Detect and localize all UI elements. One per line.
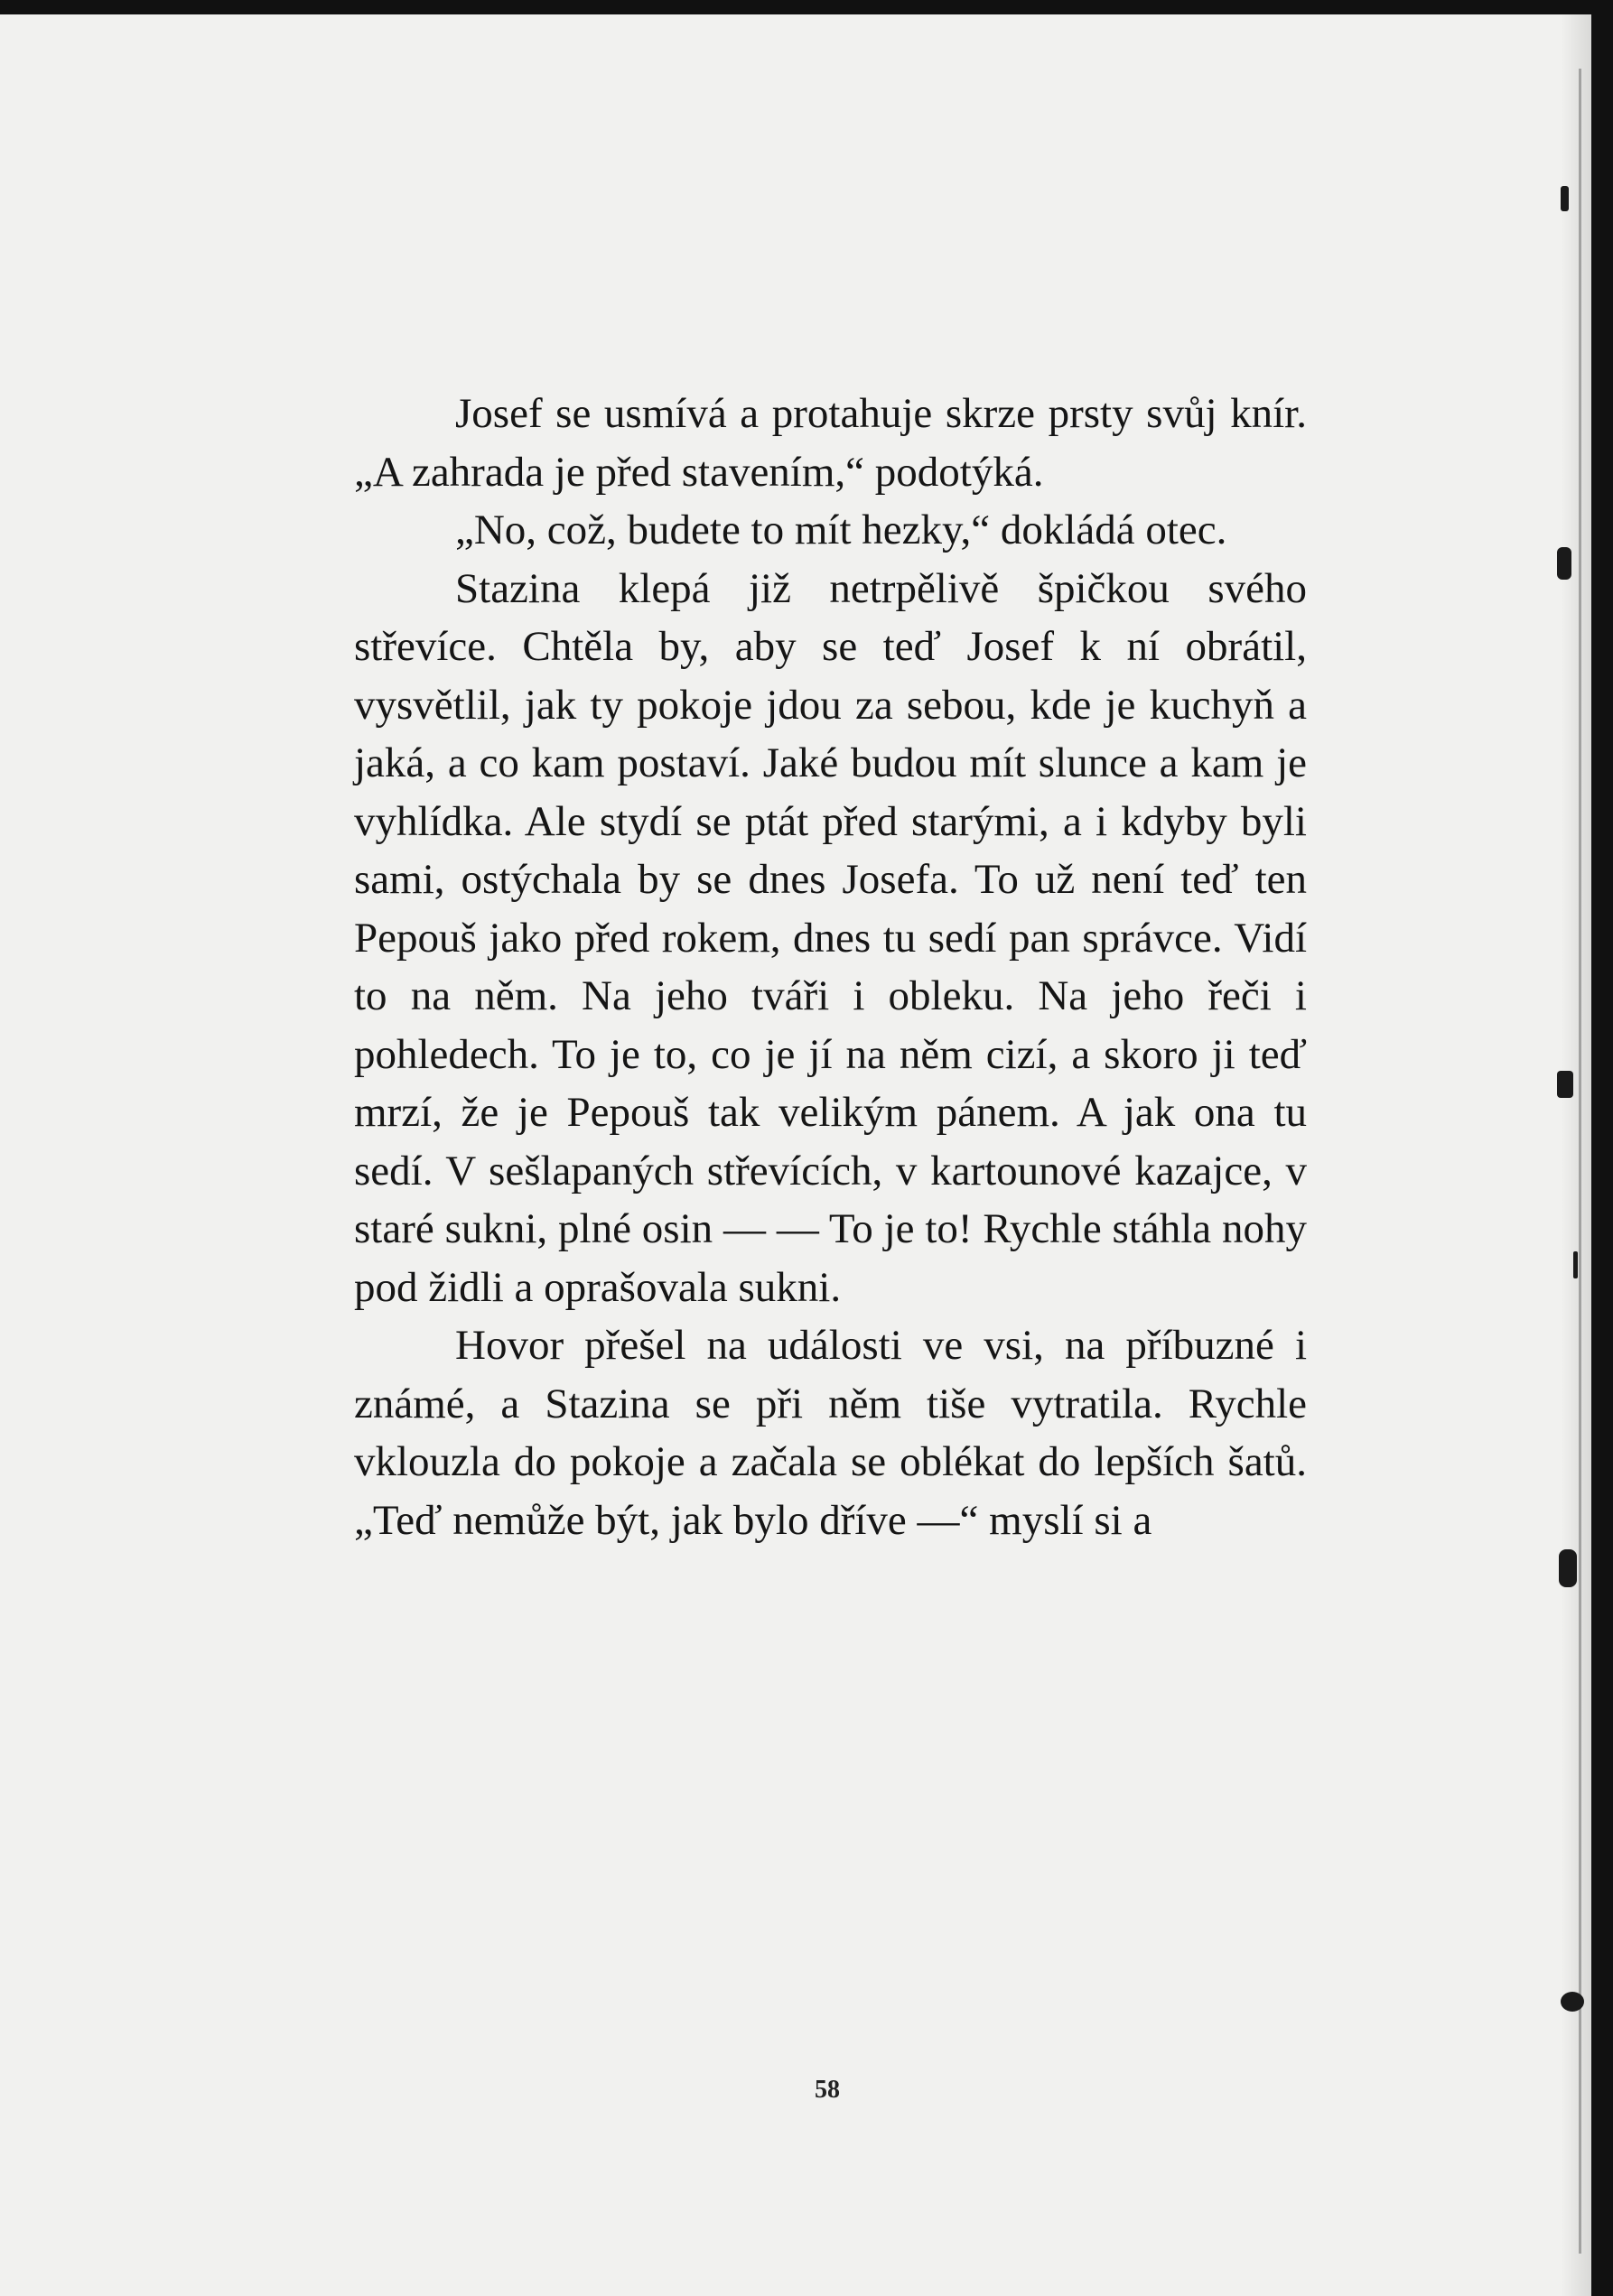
scan-artifact-spot bbox=[1561, 1992, 1584, 2012]
page-edge-shadow bbox=[1561, 14, 1591, 2296]
body-text bbox=[354, 385, 1307, 1549]
scan-artifact-spot bbox=[1561, 186, 1569, 211]
paragraph-1: Josef se usmívá a protahuje skrze prsty svůj knír. „A zahrada je před stavením,“ podotýká. bbox=[354, 390, 1307, 496]
paragraph-4: Hovor přešel na události ve vsi, na příbuzné i známé, a Stazina se při něm tiše vytratila. Rychle vklouzla do pokoje a začala se oblékat do lepších šatů. „Teď nemůže být, jak bylo dříve —“ myslí si a bbox=[354, 1322, 1307, 1544]
scan-artifact-spot bbox=[1573, 1251, 1578, 1278]
page-number: 58 bbox=[815, 2076, 840, 2104]
book-page bbox=[0, 14, 1591, 2296]
scan-artifact-spot bbox=[1557, 1071, 1573, 1098]
paragraph-3: Stazina klepá již netrpělivě špičkou svého střevíce. Chtěla by, aby se teď Josef k ní obrátil, vysvětlil, jak ty pokoje jdou za sebou, kde je kuchyň a jaká, a co kam postaví. Jaké budou mít slunce a kam je vyhlídka. Ale stydí se ptát před starými, a i kdyby byli sami, ostýchala by se dnes Josefa. To už není teď ten Pepouš jako před rokem, dnes tu sedí pan správce. Vidí to na něm. Na jeho tváři i obleku. Na jeho řeči i pohledech. To je to, co je jí na něm cizí, a skoro ji teď mrzí, že je Pepouš tak velikým pánem. A jak ona tu sedí. V sešlapaných střevících, v kartounové kazajce, v staré sukni, plné osin — — To je to! Rychle stáhla nohy pod židli a oprašovala sukni. bbox=[354, 564, 1307, 1311]
paragraph-2: „No, což, budete to mít hezky,“ dokládá otec. bbox=[455, 507, 1227, 553]
scan-artifact-spot bbox=[1557, 547, 1571, 580]
scan-artifact-spot bbox=[1559, 1549, 1577, 1587]
scan-artifact-line bbox=[1579, 69, 1581, 2254]
